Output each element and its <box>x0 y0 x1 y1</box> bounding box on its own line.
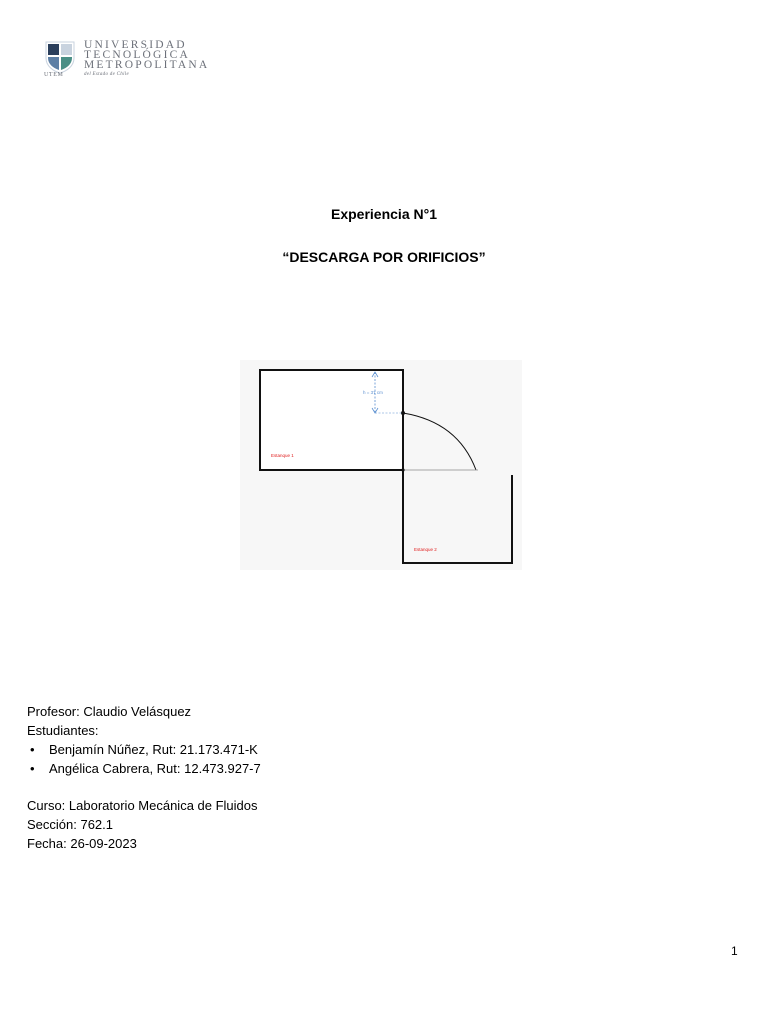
logo-subtitle: del Estado de Chile <box>84 72 129 77</box>
course-line: Curso: Laboratorio Mecánica de Fluidos <box>27 798 258 813</box>
document-title: Experiencia N°1 <box>331 206 437 222</box>
section-line: Sección: 762.1 <box>27 817 114 832</box>
logo-line: UNIVERSIDAD <box>84 39 187 51</box>
students-list <box>27 740 547 778</box>
height-label: h = 37 cm <box>363 390 383 395</box>
logo-wordmark <box>84 40 209 79</box>
students-label: Estudiantes: <box>27 723 99 738</box>
logo-acronym: UTEM <box>44 72 64 78</box>
tank-1-label: Estanque 1 <box>271 453 294 458</box>
tank-diagram <box>240 360 522 570</box>
page-number: 1 <box>731 944 738 958</box>
list-item: • Benjamín Núñez, Rut: 21.173.471-K <box>27 740 547 759</box>
document-subtitle: “DESCARGA POR ORIFICIOS” <box>282 249 486 265</box>
university-logo <box>44 40 214 84</box>
logo-line: TECNOLÓGICA <box>84 49 190 61</box>
logo-line: METROPOLITANA <box>84 59 210 71</box>
list-item: • Angélica Cabrera, Rut: 12.473.927-7 <box>27 759 547 778</box>
document-info <box>27 702 547 853</box>
professor-line: Profesor: Claudio Velásquez <box>27 704 192 719</box>
date-line: Fecha: 26-09-2023 <box>27 836 137 851</box>
tank-diagram-svg <box>240 360 522 570</box>
shield-icon <box>44 40 76 74</box>
tank-2-label: Estanque 2 <box>414 547 437 552</box>
corner-point <box>401 468 404 471</box>
